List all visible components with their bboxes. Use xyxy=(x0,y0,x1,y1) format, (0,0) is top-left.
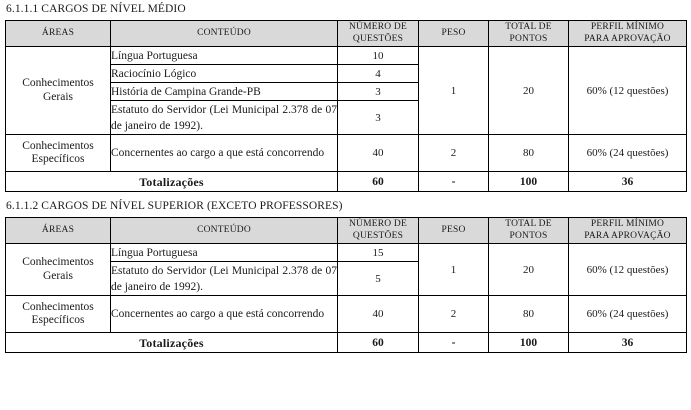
header-row xyxy=(6,21,687,47)
table-row xyxy=(6,135,687,172)
table-header xyxy=(6,218,687,244)
peso-cell: 2 xyxy=(419,135,489,172)
header-line-1: NÚMERO DE xyxy=(348,22,407,32)
totalizacoes-questoes: 60 xyxy=(338,172,419,192)
questoes-cell: 40 xyxy=(338,135,419,172)
totalizacoes-peso: - xyxy=(419,333,489,353)
area-conhecimentos-gerais: Conhecimentos Gerais xyxy=(6,47,111,135)
questoes-cell: 3 xyxy=(338,101,419,135)
column-header-areas: ÁREAS xyxy=(6,21,111,47)
totalizacoes-peso: - xyxy=(419,172,489,192)
header-line-1: PERFIL MÍNIMO xyxy=(590,219,665,229)
header-row xyxy=(6,218,687,244)
area-conhecimentos-especificos: Conhecimentos Específicos xyxy=(6,135,111,172)
table-row xyxy=(6,296,687,333)
totalizacoes-total: 100 xyxy=(489,333,569,353)
table-body xyxy=(6,244,687,353)
column-header-total-pontos xyxy=(489,21,569,47)
header-line-1: PERFIL MÍNIMO xyxy=(590,22,665,32)
header-line-2: PONTOS xyxy=(509,230,548,241)
questoes-cell: 3 xyxy=(338,83,419,101)
conteudo-cell: Raciocínio Lógico xyxy=(111,65,338,83)
peso-cell: 2 xyxy=(419,296,489,333)
perfil-minimo-cell: 60% (24 questões) xyxy=(569,135,687,172)
table-nivel-superior xyxy=(5,217,687,353)
conteudo-cell: Concernentes ao cargo a que está concorrendo xyxy=(111,135,338,172)
column-header-numero-questoes xyxy=(338,218,419,244)
table-body xyxy=(6,47,687,192)
column-header-conteudo: CONTEÚDO xyxy=(111,218,338,244)
column-header-conteudo: CONTEÚDO xyxy=(111,21,338,47)
totalizacoes-questoes: 60 xyxy=(338,333,419,353)
total-pontos-cell: 80 xyxy=(489,296,569,333)
column-header-perfil-minimo xyxy=(569,218,687,244)
perfil-minimo-cell: 60% (24 questões) xyxy=(569,296,687,333)
column-header-areas: ÁREAS xyxy=(6,218,111,244)
total-pontos-cell: 80 xyxy=(489,135,569,172)
table-row-totalizacoes xyxy=(6,333,687,353)
header-line-1: TOTAL DE xyxy=(505,22,552,32)
header-line-2: QUESTÕES xyxy=(352,33,404,44)
header-line-1: NÚMERO DE xyxy=(348,219,407,229)
totalizacoes-perfil: 36 xyxy=(569,333,687,353)
conteudo-cell: Estatuto do Servidor (Lei Municipal 2.378 de 07 de janeiro de 1992). xyxy=(111,262,338,296)
column-header-total-pontos xyxy=(489,218,569,244)
totalizacoes-perfil: 36 xyxy=(569,172,687,192)
header-line-2: QUESTÕES xyxy=(352,230,404,241)
totalizacoes-label: Totalizações xyxy=(6,333,338,353)
column-header-numero-questoes xyxy=(338,21,419,47)
column-header-peso: PESO xyxy=(419,218,489,244)
table-header xyxy=(6,21,687,47)
table-row xyxy=(6,244,687,262)
header-line-1: TOTAL DE xyxy=(505,219,552,229)
header-line-2: PARA APROVAÇÃO xyxy=(584,33,671,44)
section-heading-nivel-superior: 6.1.1.2 CARGOS DE NÍVEL SUPERIOR (EXCETO PROFESSORES) xyxy=(6,200,343,212)
header-line-2: PONTOS xyxy=(509,33,548,44)
conteudo-cell: Língua Portuguesa xyxy=(111,244,338,262)
questoes-cell: 4 xyxy=(338,65,419,83)
totalizacoes-total: 100 xyxy=(489,172,569,192)
section-heading-nivel-medio: 6.1.1.1 CARGOS DE NÍVEL MÉDIO xyxy=(6,3,186,15)
questoes-cell: 5 xyxy=(338,262,419,296)
area-conhecimentos-especificos: Conhecimentos Específicos xyxy=(6,296,111,333)
questoes-cell: 40 xyxy=(338,296,419,333)
table-row-totalizacoes xyxy=(6,172,687,192)
table-row xyxy=(6,47,687,65)
total-pontos-cell: 20 xyxy=(489,244,569,296)
questoes-cell: 10 xyxy=(338,47,419,65)
totalizacoes-label: Totalizações xyxy=(6,172,338,192)
column-header-peso: PESO xyxy=(419,21,489,47)
conteudo-cell: Concernentes ao cargo a que está concorrendo xyxy=(111,296,338,333)
total-pontos-cell: 20 xyxy=(489,47,569,135)
peso-cell: 1 xyxy=(419,47,489,135)
conteudo-cell: História de Campina Grande-PB xyxy=(111,83,338,101)
conteudo-cell: Língua Portuguesa xyxy=(111,47,338,65)
questoes-cell: 15 xyxy=(338,244,419,262)
column-header-perfil-minimo xyxy=(569,21,687,47)
perfil-minimo-cell: 60% (12 questões) xyxy=(569,47,687,135)
peso-cell: 1 xyxy=(419,244,489,296)
table-nivel-medio xyxy=(5,20,687,192)
conteudo-cell: Estatuto do Servidor (Lei Municipal 2.378 de 07 de janeiro de 1992). xyxy=(111,101,338,135)
header-line-2: PARA APROVAÇÃO xyxy=(584,230,671,241)
perfil-minimo-cell: 60% (12 questões) xyxy=(569,244,687,296)
area-conhecimentos-gerais: Conhecimentos Gerais xyxy=(6,244,111,296)
